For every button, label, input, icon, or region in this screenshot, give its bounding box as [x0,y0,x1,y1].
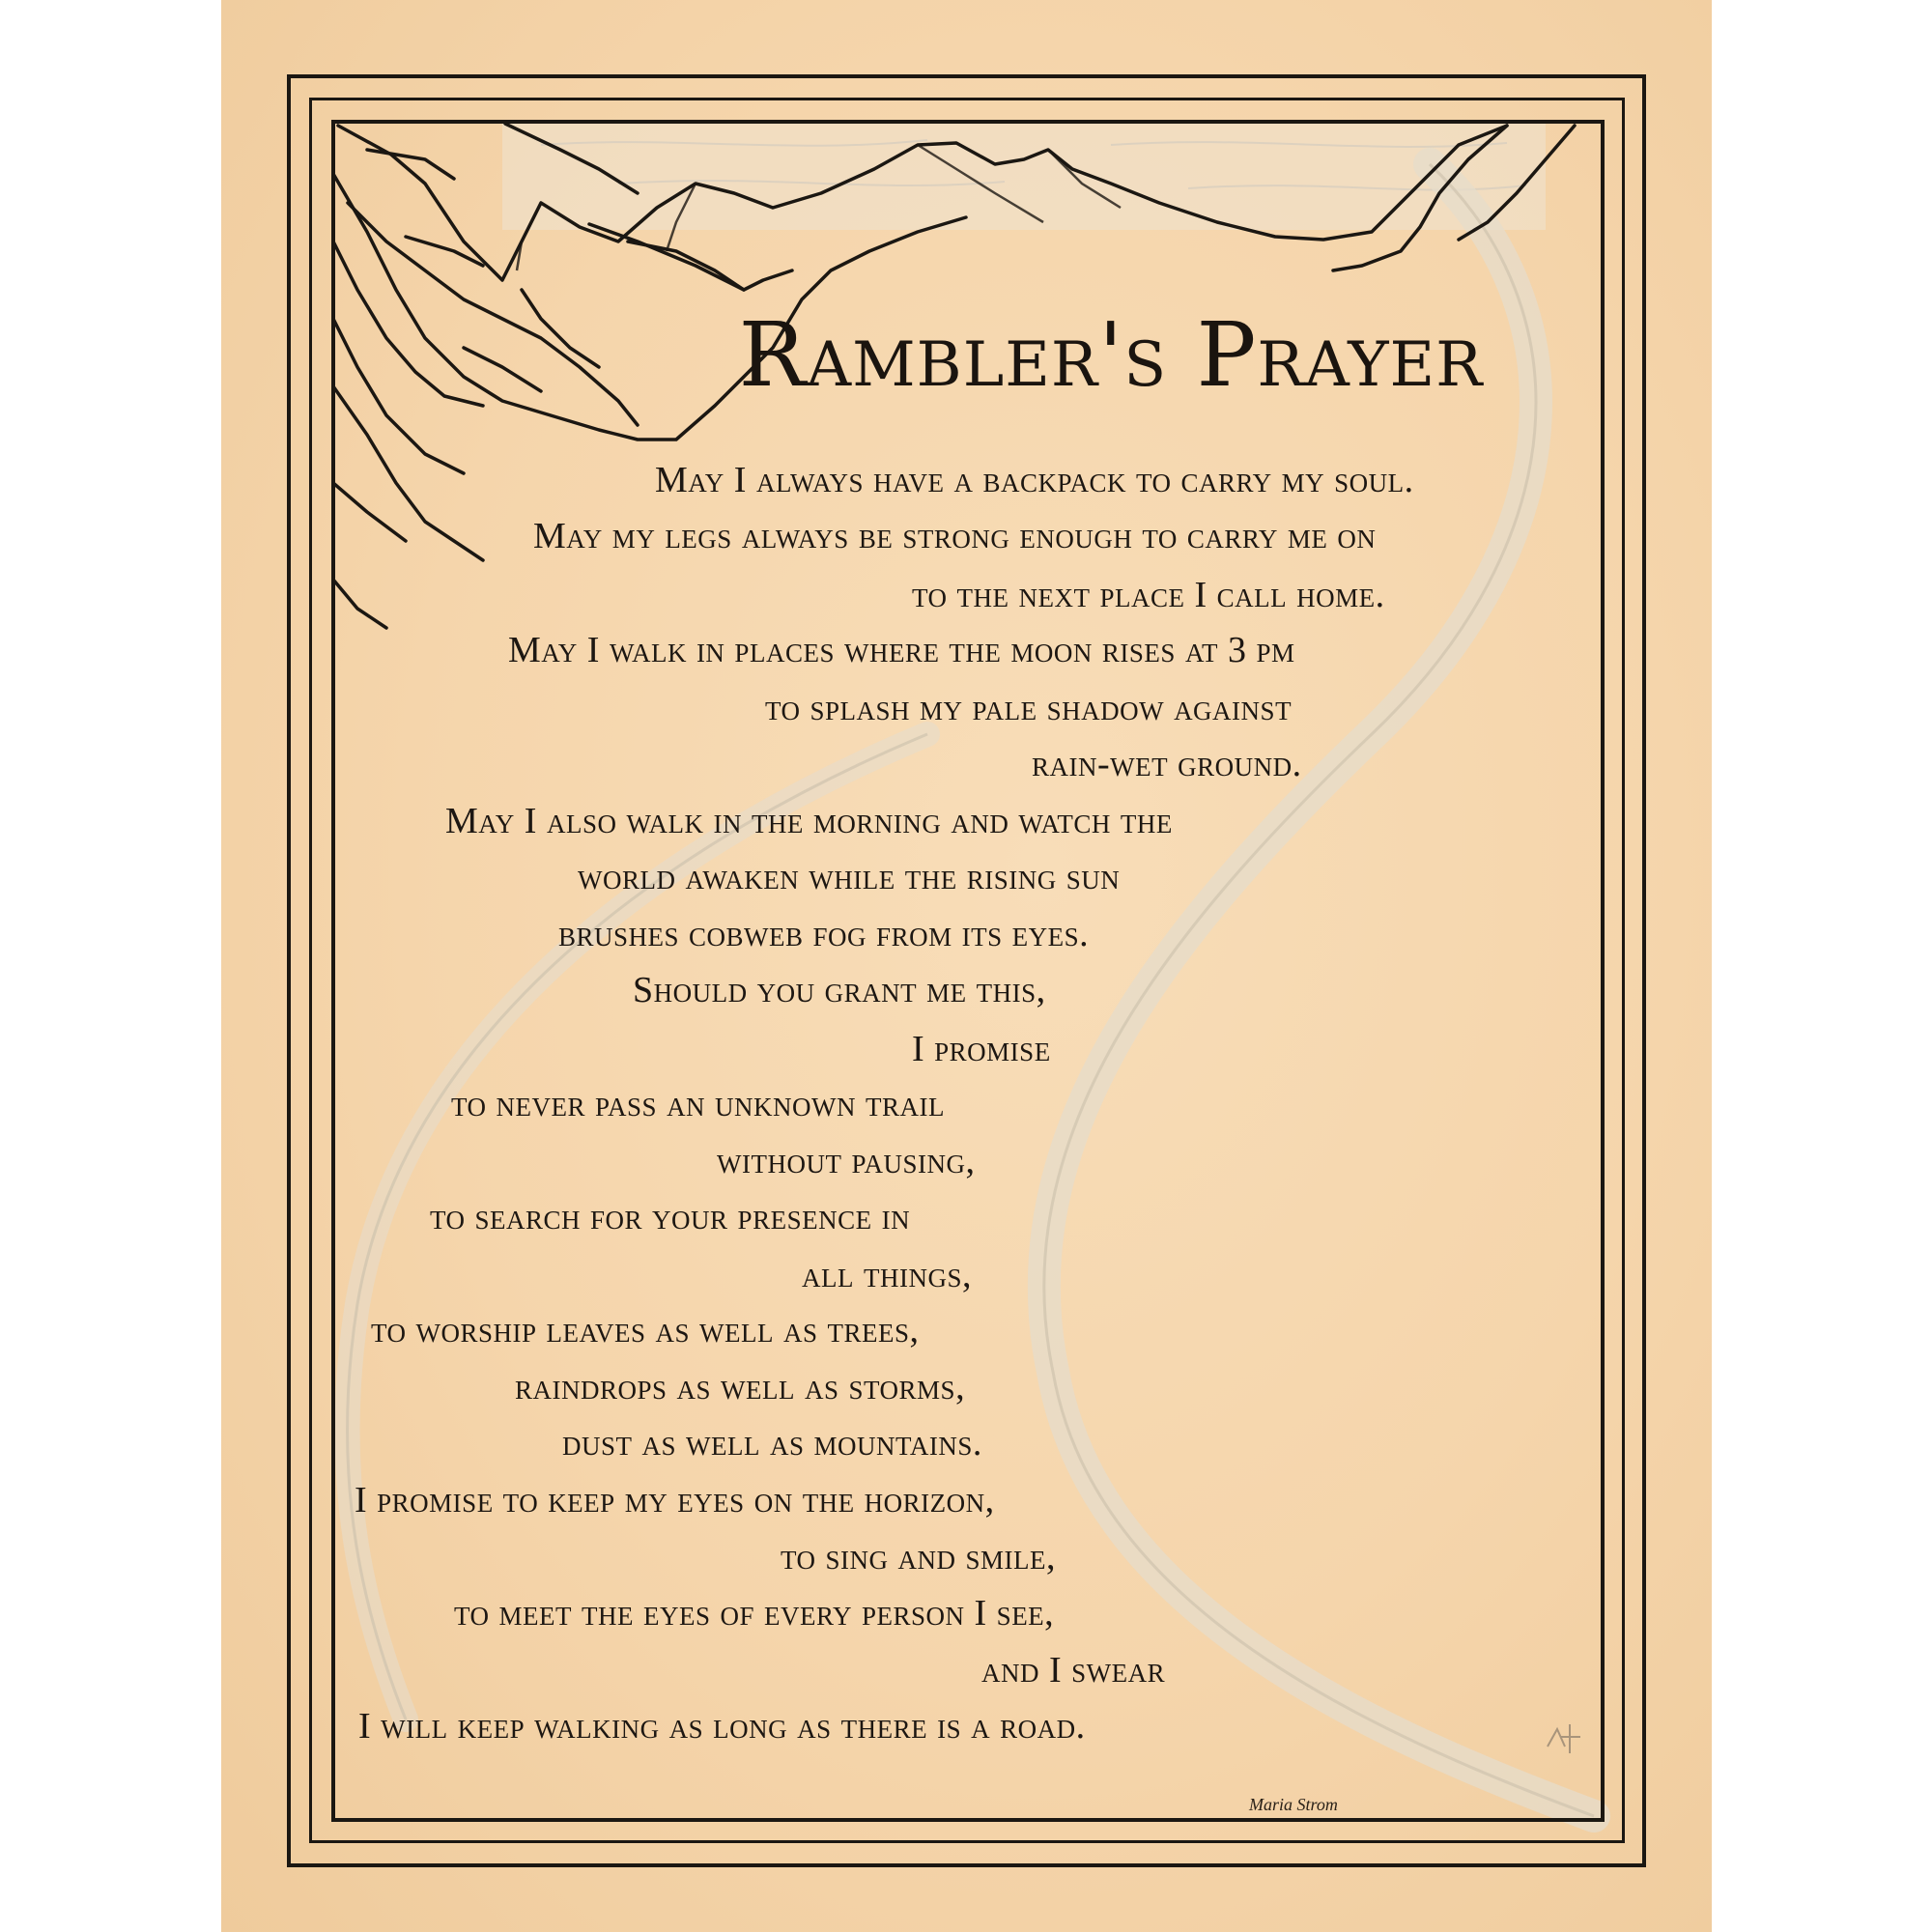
prayer-line: May I walk in places where the moon rises at 3 pm [508,630,1295,670]
prayer-line: and I swear [981,1650,1166,1690]
prayer-line: to never pass an unknown trail [451,1084,946,1124]
prayer-line: to search for your presence in [430,1197,911,1237]
prayer-line: I promise [912,1029,1051,1069]
prayer-line: I will keep walking as long as there is a road. [358,1706,1086,1747]
prayer-line: Should you grant me this, [633,970,1046,1010]
prayer-line: brushes cobweb fog from its eyes. [558,914,1090,954]
prayer-line: to worship leaves as well as trees, [371,1310,920,1350]
poster-title: Rambler's Prayer [738,303,1484,407]
prayer-line: world awaken while the rising sun [578,857,1121,897]
prayer-line: rain-wet ground. [1032,744,1302,784]
prayer-line: to meet the eyes of every person I see, [454,1593,1055,1634]
prayer-line: May I also walk in the morning and watch the [445,801,1173,841]
prayer-line: May my legs always be strong enough to carry me on [533,516,1377,556]
prayer-line: raindrops as well as storms, [515,1367,966,1407]
prayer-line: dust as well as mountains. [562,1423,982,1463]
prayer-line: I promise to keep my eyes on the horizon, [355,1480,995,1520]
prayer-line: to the next place I call home. [912,575,1385,615]
prayer-line: all things, [802,1255,972,1295]
prayer-line: without pausing, [717,1141,976,1181]
prayer-line: to sing and smile, [781,1537,1057,1577]
prayer-line: May I always have a backpack to carry my soul. [655,460,1414,500]
artist-signature: Maria Strom [1249,1795,1338,1814]
prayer-line: to splash my pale shadow against [765,688,1293,728]
